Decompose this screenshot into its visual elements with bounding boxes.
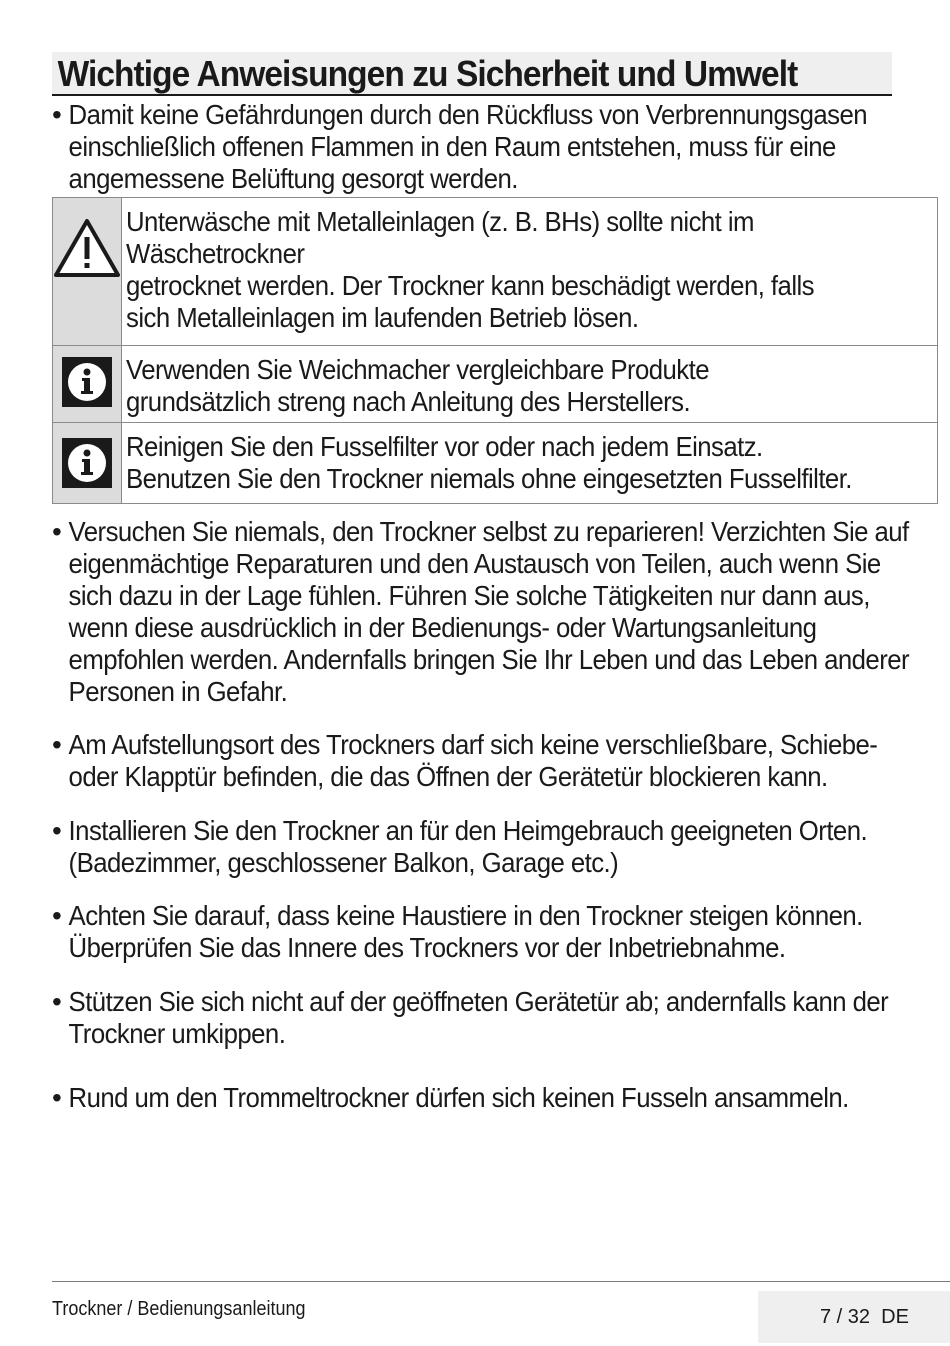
list-item <box>52 986 912 1050</box>
bullet-text: Achten Sie darauf, dass keine Haustiere in den Trockner steigen können. Überprüfen Sie das Innere des Trockners vor der Inbetriebnahme. <box>68 900 863 963</box>
bullet-dot: • <box>52 815 62 846</box>
notice-text-line: Verwenden Sie Weichmacher vergleichbare Produkte <box>126 354 710 385</box>
bullet-text: Rund um den Trommeltrockner dürfen sich keinen Fusseln ansammeln. <box>68 1082 849 1113</box>
list-item <box>52 1082 912 1114</box>
notice-text-line: Unterwäsche mit Metalleinlagen (z. B. BHs) sollte nicht im <box>126 206 754 237</box>
notice-text-line: Wäschetrockner <box>126 238 305 269</box>
warning-triangle-icon <box>53 217 121 279</box>
info-icon <box>62 438 112 488</box>
list-item <box>52 516 912 708</box>
notice-text-line: getrocknet werden. Der Trockner kann beschädigt werden, falls <box>126 270 814 301</box>
title-bar <box>52 52 892 96</box>
table-row <box>53 198 938 346</box>
bullet-dot: • <box>52 99 62 130</box>
notice-text-line: Reinigen Sie den Fusselfilter vor oder nach jedem Einsatz. <box>126 431 763 462</box>
bullet-text: Am Aufstellungsort des Trockners darf sich keine verschließbare, Schiebe- oder Klapptür befinden, die das Öffnen der Gerätetür blockieren kann. <box>68 729 878 792</box>
bullet-dot: • <box>52 986 62 1017</box>
page-number-box <box>758 1291 950 1343</box>
notice-text-line: grundsätzlich streng nach Anleitung des Herstellers. <box>126 386 691 417</box>
bullet-text: Damit keine Gefährdungen durch den Rückfluss von Verbrennungsgasen einschließlich offenen Flammen in den Raum entstehen, muss für eine angemessene Belüftung gesorgt werden. <box>68 99 867 194</box>
table-row <box>53 346 938 423</box>
bullet-dot: • <box>52 516 62 547</box>
page-title: Wichtige Anweisungen zu Sicherheit und Umwelt <box>57 53 798 94</box>
list-item <box>52 729 912 793</box>
notice-text-line: sich Metalleinlagen im laufenden Betrieb lösen. <box>126 302 639 333</box>
footer-divider <box>52 1281 950 1282</box>
notice-table <box>52 197 938 504</box>
list-item <box>52 900 912 964</box>
footer-document-title: Trockner / Bedienungsanleitung <box>52 1298 306 1320</box>
bullet-text: Stützen Sie sich nicht auf der geöffneten Gerätetür ab; andernfalls kann der Trockner umkippen. <box>68 986 889 1049</box>
list-item <box>52 99 912 195</box>
page-number: 7 / 32 DE <box>820 1306 909 1328</box>
bullet-dot: • <box>52 729 62 760</box>
info-icon <box>62 357 112 407</box>
bullet-dot: • <box>52 900 62 931</box>
bullet-text: Versuchen Sie niemals, den Trockner selbst zu reparieren! Verzichten Sie auf eigenmächtige Reparaturen und den Austausch von Teilen, auch wenn Sie sich dazu in der Lage fühlen. Führen Sie solche Tätigkeiten nur dann aus, wenn diese ausdrücklich in der Bedienungs- oder Wartungsanleitung empfohlen werden. Andernfalls bringen Sie Ihr Leben und das Leben anderer Personen in Gefahr. <box>68 516 910 707</box>
notice-text-line: Benutzen Sie den Trockner niemals ohne eingesetzten Fusselfilter. <box>126 463 852 494</box>
list-item <box>52 815 912 879</box>
bullet-dot: • <box>52 1082 62 1113</box>
bullet-text: Installieren Sie den Trockner an für den Heimgebrauch geeigneten Orten. (Badezimmer, geschlossener Balkon, Garage etc.) <box>68 815 868 878</box>
table-row <box>53 423 938 504</box>
